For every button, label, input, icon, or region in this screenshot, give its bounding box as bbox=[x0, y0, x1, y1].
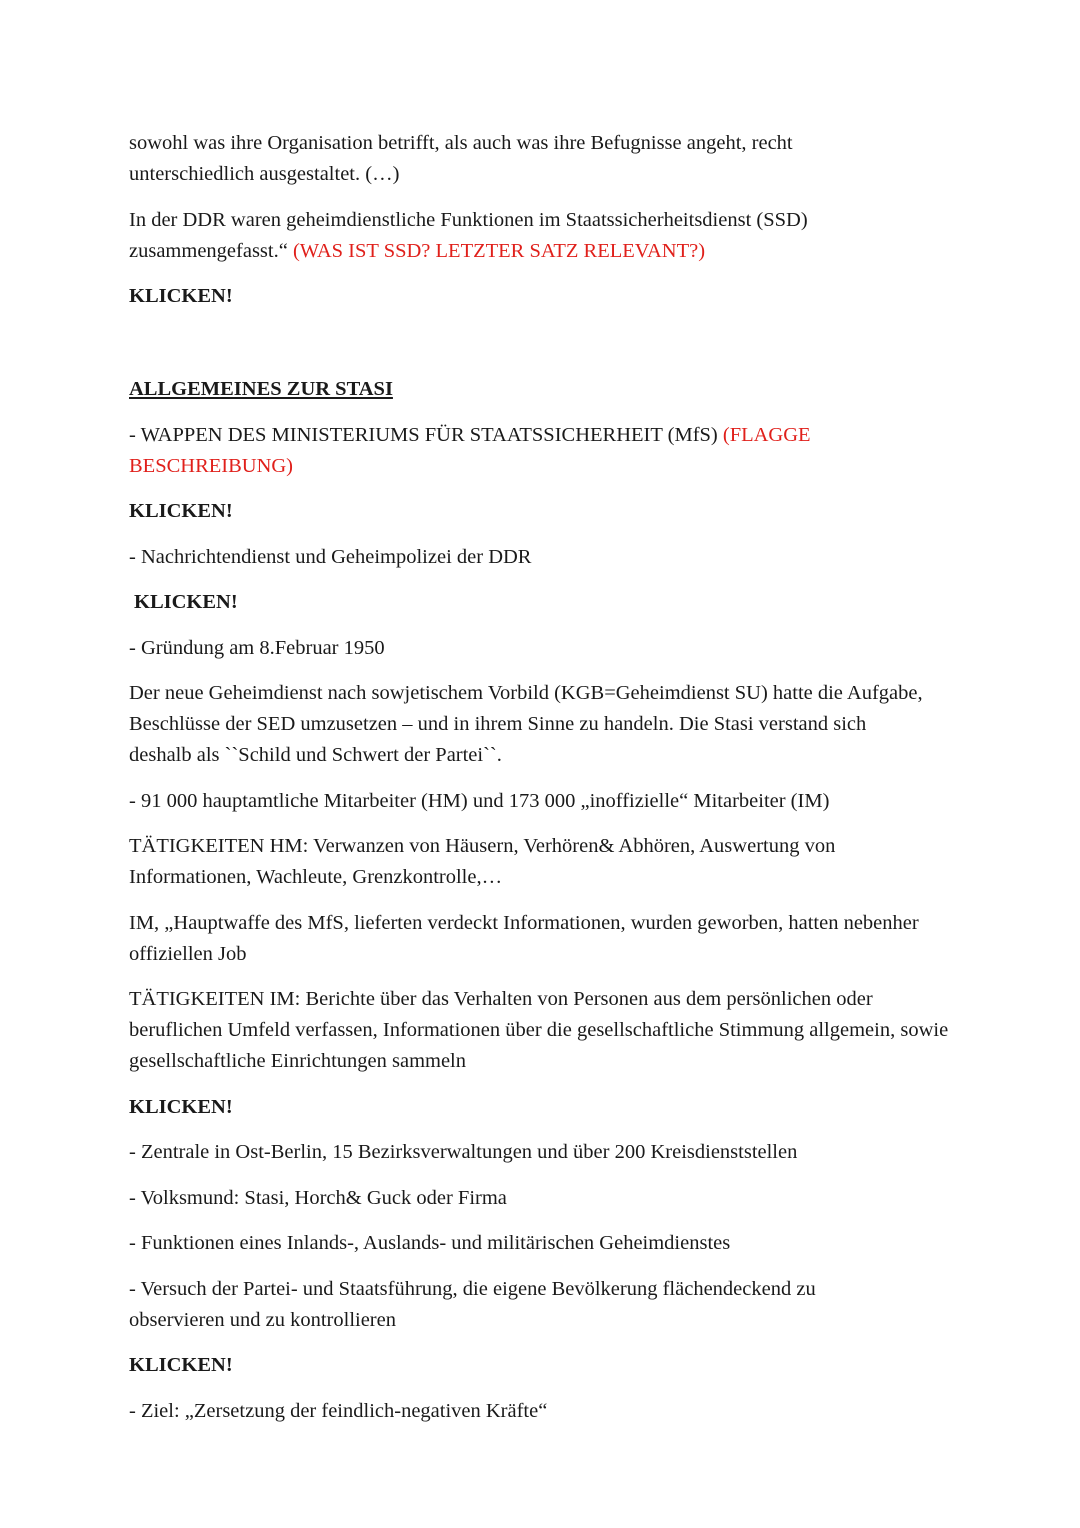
paragraph-ssd-text: In der DDR waren geheimdienstliche Funktionen im Staatssicherheitsdienst (SSD) zusammengefasst.“ bbox=[129, 208, 808, 262]
click-marker-4: KLICKEN! bbox=[129, 1095, 233, 1118]
paragraph-wappen bbox=[129, 420, 889, 482]
paragraph-taetigkeiten-im: TÄTIGKEITEN IM: Berichte über das Verhalten von Personen aus dem persönlichen oder beruflichen Umfeld verfassen, Informationen über die gesellschaftliche Stimmung allgemein, sowie gesellschaftliche Einrichtungen sammeln bbox=[129, 988, 949, 1072]
paragraph-im: IM, „Hauptwaffe des MfS, lieferten verdeckt Informationen, wurden geworben, hatten nebenher offiziellen Job bbox=[129, 911, 919, 965]
section-heading: ALLGEMEINES ZUR STASI bbox=[129, 378, 393, 400]
annotation-ssd-question: (WAS IST SSD? LETZTER SATZ RELEVANT?) bbox=[292, 239, 706, 262]
paragraph-volksmund: - Volksmund: Stasi, Horch& Guck oder Firma bbox=[129, 1186, 507, 1209]
paragraph-ssd bbox=[129, 205, 899, 267]
paragraph-taetigkeiten-hm: TÄTIGKEITEN HM: Verwanzen von Häusern, Verhören& Abhören, Auswertung von Informationen, Wachleute, Grenzkontrolle,… bbox=[129, 835, 836, 888]
click-marker-5: KLICKEN! bbox=[129, 1354, 233, 1376]
document-page bbox=[129, 128, 959, 1441]
paragraph-funktionen: - Funktionen eines Inlands-, Auslands- und militärischen Geheimdienstes bbox=[129, 1232, 731, 1254]
paragraph-ziel: - Ziel: „Zersetzung der feindlich-negativen Kräfte“ bbox=[129, 1399, 548, 1422]
paragraph-mitarbeiter: - 91 000 hauptamtliche Mitarbeiter (HM) und 173 000 „inoffizielle“ Mitarbeiter (IM) bbox=[129, 789, 830, 812]
paragraph-wappen-text: - WAPPEN DES MINISTERIUMS FÜR STAATSSICHERHEIT (MfS) bbox=[129, 423, 723, 446]
paragraph-zentrale: - Zentrale in Ost-Berlin, 15 Bezirksverwaltungen und über 200 Kreisdienststellen bbox=[129, 1141, 798, 1163]
paragraph-organisation: sowohl was ihre Organisation betrifft, als auch was ihre Befugnisse angeht, recht unterschiedlich ausgestaltet. (…) bbox=[129, 132, 793, 185]
paragraph-nachrichtendienst: - Nachrichtendienst und Geheimpolizei der DDR bbox=[129, 545, 532, 568]
annotation-flagge: (FLAGGE BESCHREIBUNG) bbox=[129, 423, 811, 477]
paragraph-gruendung: - Gründung am 8.Februar 1950 bbox=[129, 636, 385, 659]
paragraph-versuch: - Versuch der Partei- und Staatsführung, die eigene Bevölkerung flächendeckend zu observieren und zu kontrollieren bbox=[129, 1277, 816, 1331]
click-marker-3: KLICKEN! bbox=[134, 591, 238, 613]
paragraph-geheimdienst: Der neue Geheimdienst nach sowjetischem Vorbild (KGB=Geheimdienst SU) hatte die Aufgabe, Beschlüsse der SED umzusetzen – und in ihrem Sinne zu handeln. Die Stasi verstand sich deshalb als ``Schild und Schwert der Partei``. bbox=[129, 682, 923, 766]
click-marker-1: KLICKEN! bbox=[129, 285, 233, 307]
click-marker-2: KLICKEN! bbox=[129, 500, 233, 522]
